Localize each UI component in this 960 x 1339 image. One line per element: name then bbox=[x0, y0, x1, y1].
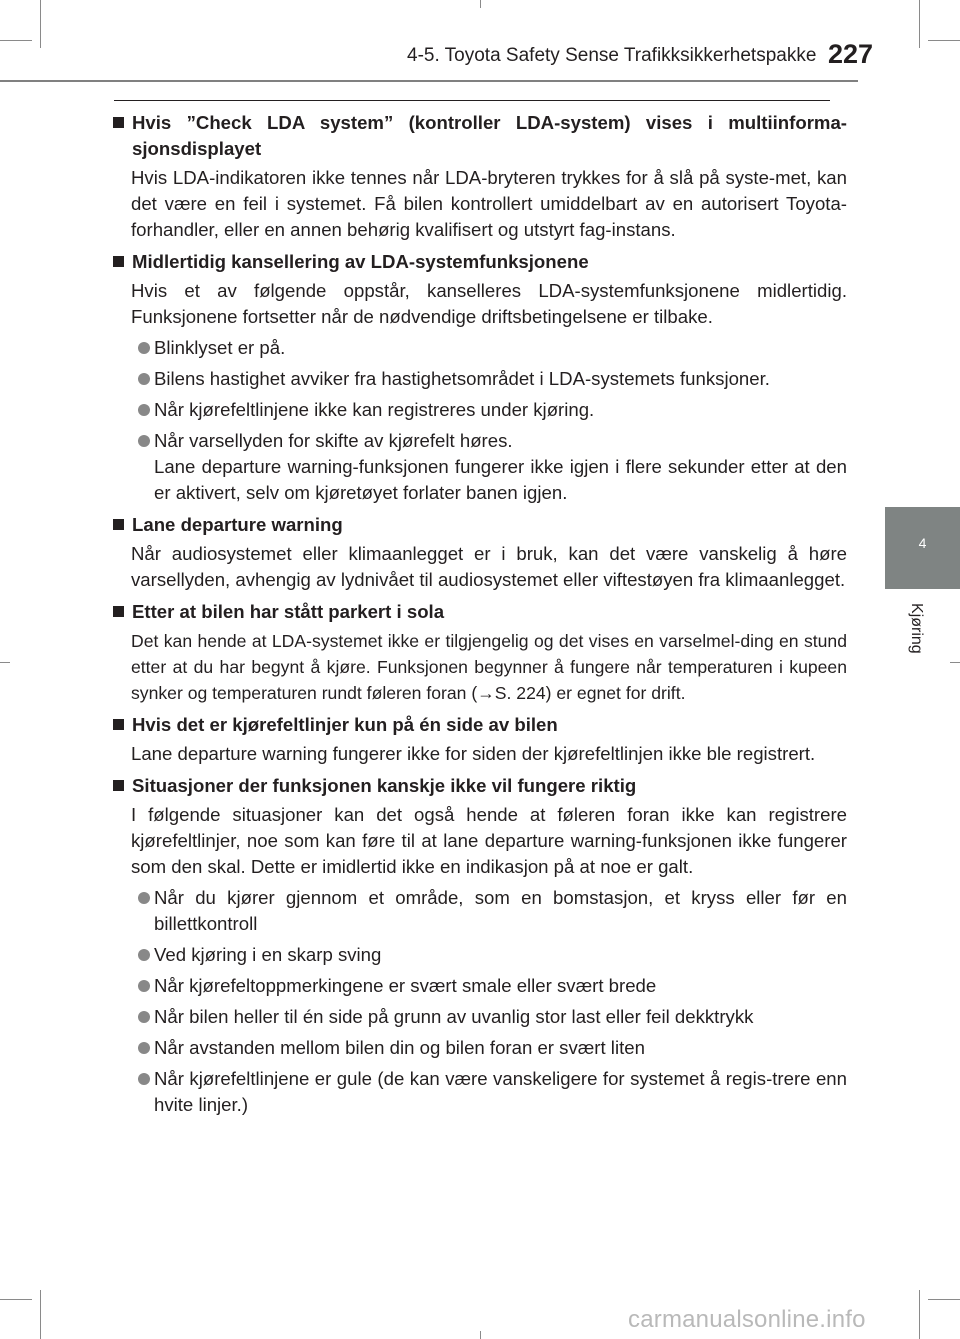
crop-mark bbox=[0, 1299, 32, 1300]
page-content bbox=[113, 110, 847, 1124]
section-temporary-cancellation bbox=[113, 249, 847, 506]
paragraph: Hvis LDA-indikatoren ikke tennes når LDA-bryteren trykkes for å slå på syste-met, kan det være en feil i systemet. Få bilen kontrollert umiddelbart av en autorisert Toyota-forhandler, eller en annen behørig kvalifisert og utstyrt fag-instans. bbox=[131, 167, 847, 240]
watermark: carmanualsonline.info bbox=[628, 1306, 866, 1333]
circle-bullet-icon bbox=[138, 435, 150, 447]
content-rule bbox=[114, 100, 830, 101]
crop-mark bbox=[950, 662, 960, 663]
circle-bullet-icon bbox=[138, 980, 150, 992]
chapter-title: 4-5. Toyota Safety Sense Trafikksikkerhetspakke bbox=[407, 45, 817, 66]
list-item-text: Når kjørefeltoppmerkingene er svært smale eller svært brede bbox=[154, 975, 657, 996]
page-number: 227 bbox=[828, 39, 874, 69]
list-item-text: Når bilen heller til én side på grunn av uvanlig stor last eller feil dekktrykk bbox=[154, 1006, 754, 1027]
section-heading-text: Hvis ”Check LDA system” (kontroller LDA-system) vises i multiinforma-sjonsdisplayet bbox=[132, 112, 847, 159]
list-item bbox=[113, 335, 847, 361]
square-bullet-icon bbox=[113, 256, 124, 267]
square-bullet-icon bbox=[113, 519, 124, 530]
circle-bullet-icon bbox=[138, 949, 150, 961]
list-item bbox=[113, 1066, 847, 1118]
section-lines-one-side bbox=[113, 712, 847, 767]
list-item bbox=[113, 1035, 847, 1061]
square-bullet-icon bbox=[113, 780, 124, 791]
list-item-main: Når varsellyden for skifte av kjørefelt høres. bbox=[154, 430, 513, 451]
list-item bbox=[113, 973, 847, 999]
list-item-text: Når kjørefeltlinjene er gule (de kan være vanskeligere for systemet å regis-trere enn hvite linjer.) bbox=[154, 1068, 847, 1115]
section-may-not-work bbox=[113, 773, 847, 1118]
list-item bbox=[113, 428, 847, 506]
section-heading bbox=[113, 773, 847, 799]
list-item-text: Bilens hastighet avviker fra hastighetsområdet i LDA-systemets funksjoner. bbox=[154, 368, 770, 389]
section-heading-text: Etter at bilen har stått parkert i sola bbox=[132, 601, 445, 622]
square-bullet-icon bbox=[113, 719, 124, 730]
crop-mark bbox=[480, 0, 481, 8]
circle-bullet-icon bbox=[138, 1073, 150, 1085]
section-heading-text: Midlertidig kansellering av LDA-systemfunksjonene bbox=[132, 251, 589, 272]
paragraph: Lane departure warning fungerer ikke for siden der kjørefeltlinjen ikke ble registrert. bbox=[131, 743, 816, 764]
circle-bullet-icon bbox=[138, 1042, 150, 1054]
paragraph: I følgende situasjoner kan det også hende at føleren foran ikke kan registrere kjørefeltlinjer, noe som kan føre til at lane departure warning-funksjonen ikke fungerer som den skal. Dette er imidlertid ikke en indikasjon på at noe er galt. bbox=[131, 804, 847, 877]
list-item-text: Blinklyset er på. bbox=[154, 337, 286, 358]
chapter-tab-label: Kjøring bbox=[908, 603, 925, 654]
section-heading bbox=[113, 599, 847, 625]
circle-bullet-icon bbox=[138, 892, 150, 904]
paragraph: Hvis et av følgende oppstår, kanselleres LDA-systemfunksjonene midlertidig. Funksjonene fortsetter når de nødvendige driftsbetingelsene er tilbake. bbox=[131, 280, 847, 327]
section-heading-text: Lane departure warning bbox=[132, 514, 343, 535]
circle-bullet-icon bbox=[138, 1011, 150, 1023]
section-heading bbox=[113, 110, 847, 162]
square-bullet-icon bbox=[113, 117, 124, 128]
section-heading bbox=[113, 512, 847, 538]
list-item-text: Når avstanden mellom bilen din og bilen foran er svært liten bbox=[154, 1037, 645, 1058]
circle-bullet-icon bbox=[138, 404, 150, 416]
crop-mark bbox=[40, 0, 41, 48]
list-item-text: Når du kjører gjennom et område, som en bomstasjon, et kryss eller før en billettkontroll bbox=[154, 887, 847, 934]
crop-mark bbox=[919, 1290, 920, 1339]
section-parked-in-sun bbox=[113, 599, 847, 706]
section-heading-text: Hvis det er kjørefeltlinjer kun på én side av bilen bbox=[132, 714, 558, 735]
list-item bbox=[113, 885, 847, 937]
crop-mark bbox=[40, 1290, 41, 1339]
section-heading bbox=[113, 249, 847, 275]
list-item-text bbox=[154, 428, 847, 506]
section-heading-text: Situasjoner der funksjonen kanskje ikke vil fungere riktig bbox=[132, 775, 637, 796]
section-heading bbox=[113, 712, 847, 738]
list-item-subtext: Lane departure warning-funksjonen fungerer ikke igjen i flere sekunder etter at den er aktivert, selv om kjøretøyet forlater banen igjen. bbox=[154, 456, 847, 503]
square-bullet-icon bbox=[113, 606, 124, 617]
list-item bbox=[113, 397, 847, 423]
crop-mark bbox=[919, 0, 920, 48]
list-item bbox=[113, 942, 847, 968]
list-item bbox=[113, 1004, 847, 1030]
chapter-tab bbox=[885, 507, 960, 589]
paragraph: Når audiosystemet eller klimaanlegget er i bruk, kan det være vanskelig å høre varsellyden, avhengig av lydnivået til audiosystemet eller viftestøyen fra klimaanlegget. bbox=[131, 543, 847, 590]
crop-mark bbox=[928, 40, 960, 41]
list-item-text: Når kjørefeltlinjene ikke kan registreres under kjøring. bbox=[154, 399, 595, 420]
circle-bullet-icon bbox=[138, 373, 150, 385]
section-check-lda bbox=[113, 110, 847, 243]
circle-bullet-icon bbox=[138, 342, 150, 354]
list-item-text: Ved kjøring i en skarp sving bbox=[154, 944, 382, 965]
crop-mark bbox=[0, 40, 32, 41]
chapter-tab-number: 4 bbox=[918, 535, 927, 551]
crop-mark bbox=[480, 1331, 481, 1339]
crop-mark bbox=[0, 662, 10, 663]
header-rule bbox=[0, 80, 858, 82]
section-lane-departure-warning bbox=[113, 512, 847, 593]
crop-mark bbox=[928, 1299, 960, 1300]
list-item bbox=[113, 366, 847, 392]
paragraph: Det kan hende at LDA-systemet ikke er tilgjengelig og det vises en varselmel-ding en stund etter at du har begynt å kjøre. Funksjonen begynner å fungere når temperaturen i kupeen synker og temperaturen rundt føleren foran (→S. 224) er egnet for drift. bbox=[131, 631, 847, 703]
